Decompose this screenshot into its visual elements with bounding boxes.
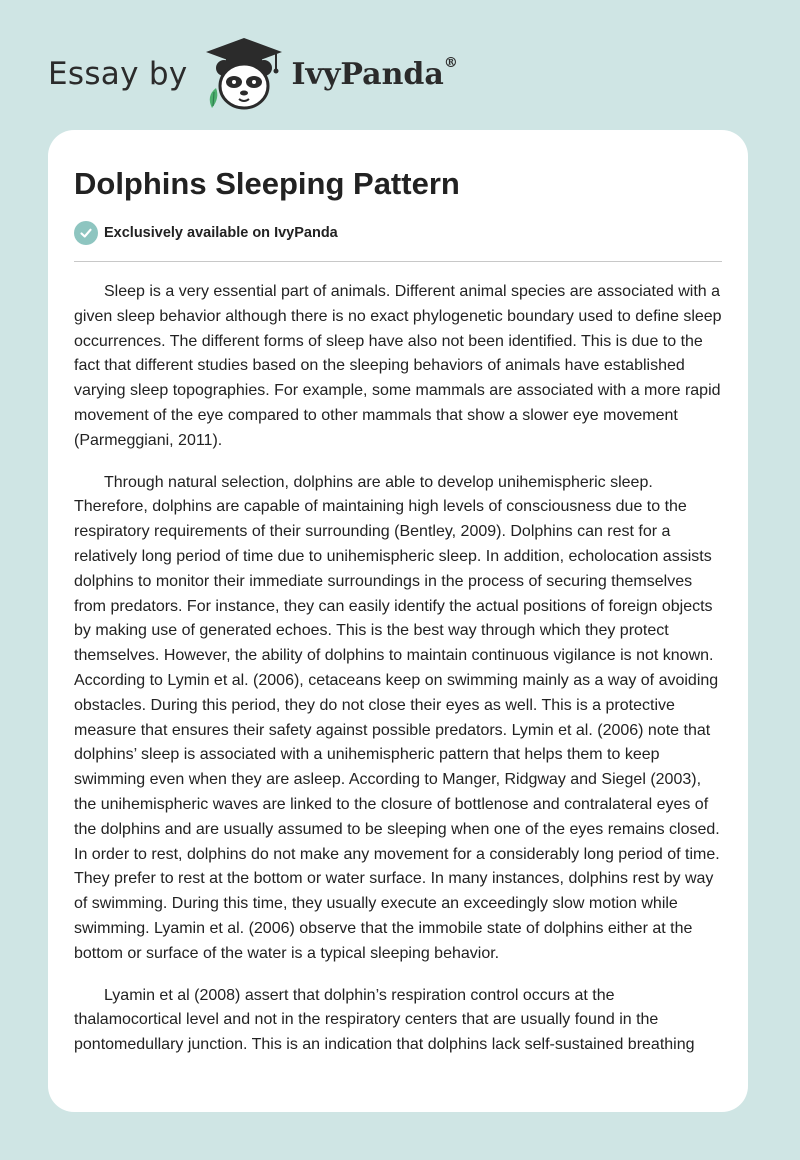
panda-logo-icon[interactable]	[202, 36, 286, 112]
check-circle-icon	[74, 221, 98, 245]
paragraph: Lyamin et al (2008) assert that dolphin’s respiration control occurs at the thalamocortical level and not in the respiratory centers that are usually found in the pontomedullary junction. This is an indication that dolphins lack self-sustained breathing	[74, 986, 695, 1054]
title-divider	[74, 261, 722, 262]
exclusive-badge	[74, 221, 338, 245]
brand-name[interactable]: IvyPanda®	[291, 54, 458, 92]
paragraph: Sleep is a very essential part of animals. Different animal species are associated with a given sleep behavior although there is no exact phylogenetic boundary used to define sleep occurrences. The different forms of sleep have also not been identified. This is due to the fact that different studies based on the sleeping behaviors of animals have established varying sleep topographies. For example, some mammals are associated with a more rapid movement of the eye compared to other mammals that show a slower eye movement (Parmeggiani, 2011).	[74, 283, 722, 449]
exclusive-badge-label: Exclusively available on IvyPanda	[104, 225, 338, 241]
essay-by-label: Essay by	[48, 56, 188, 92]
paragraph: Through natural selection, dolphins are able to develop unihemispheric sleep. Therefore, dolphins are capable of maintaining high levels of consciousness due to the respiratory requirements of their surrounding (Bentley, 2009). Dolphins can rest for a relatively long period of time due to unihemispheric sleep. In addition, echolocation assists dolphins to monitor their immediate surroundings in the process of securing themselves from predators. For instance, they can easily identify the actual positions of foreign objects by making use of generated echoes. This is the best way through which they protect themselves. However, the ability of dolphins to maintain continuous vigilance is not known. According to Lymin et al. (2006), cetaceans keep on swimming mainly as a way of avoiding obstacles. During this period, they do not close their eyes as well. This is a protective measure that ensures their safety against possible predators. Lymin et al. (2006) note that dolphins’ sleep is associated with a unihemispheric pattern that helps them to keep swimming even when they are asleep. According to Manger, Ridgway and Siegel (2003), the unihemispheric waves are linked to the closure of bottlenose and contralateral eyes of the dolphins and are usually assumed to be sleeping when one of the eyes remains closed. In order to rest, dolphins do not make any movement for a considerably long period of time. They prefer to rest at the bottom or water surface. In many instances, dolphins rest by way of swimming. During this time, they usually execute an exceedingly slow motion while swimming. Lyamin et al. (2006) observe that the immobile state of dolphins either at the bottom or surface of the water is a typical sleeping behavior.	[74, 473, 720, 962]
trademark-symbol: ®	[443, 54, 458, 71]
page-title: Dolphins Sleeping Pattern	[74, 166, 460, 201]
site-header	[48, 34, 458, 114]
essay-body	[74, 280, 726, 1075]
essay-card	[48, 130, 748, 1112]
